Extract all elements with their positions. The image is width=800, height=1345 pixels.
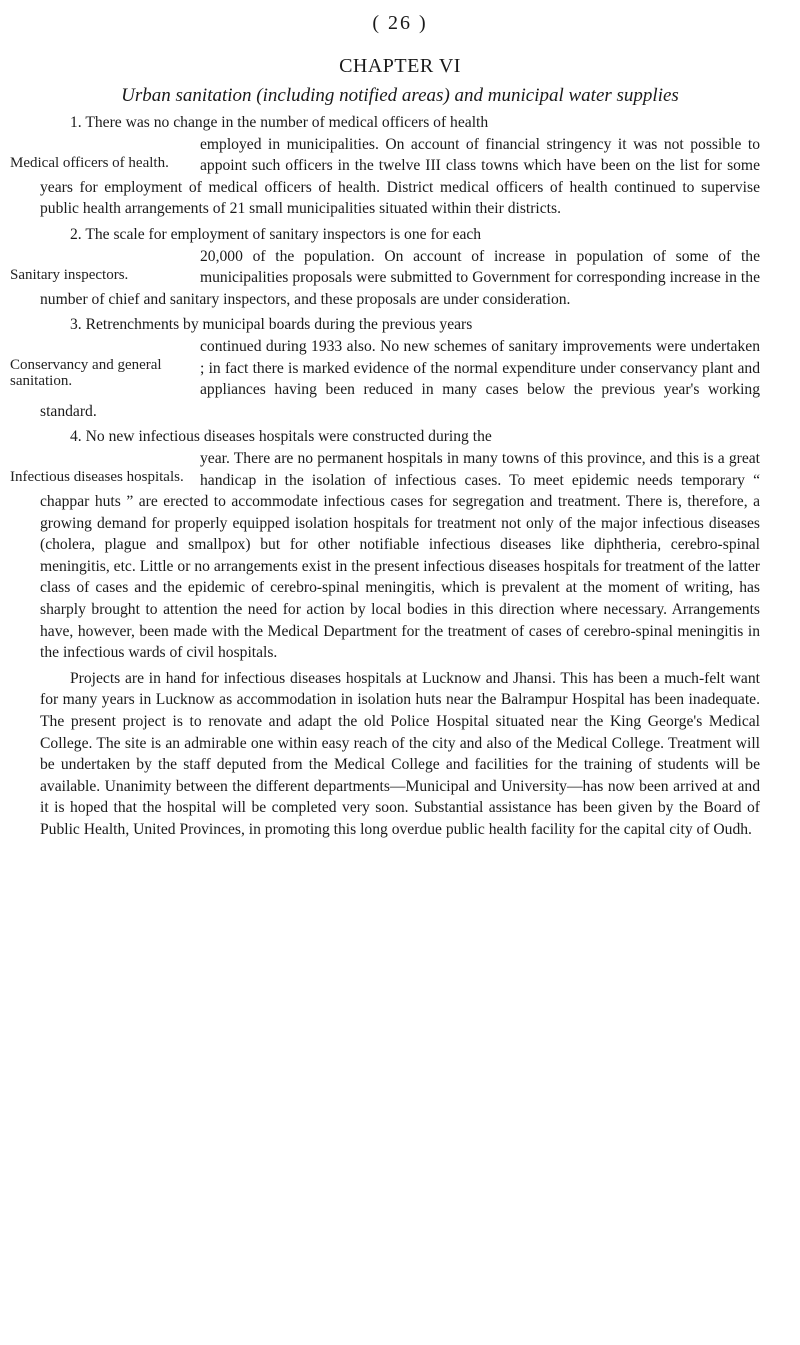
side-note-sanitary-inspectors: Sanitary inspectors. [10, 266, 129, 283]
paragraph-3-body: continued during 1933 also. No new schemes of sanitary improvements were undertaken ; in fact there is marked evidence of the normal expenditure under conservancy plant and appliances having been reduced in many cases below the previous year's working standard. [40, 337, 760, 420]
section-title: Urban sanitation (including notified areas) and municipal water supplies [121, 85, 679, 106]
chapter-heading: CHAPTER VI [339, 55, 461, 77]
paragraph-3 [10, 314, 760, 422]
closing-paragraph: Projects are in hand for infectious diseases hospitals at Lucknow and Jhansi. This has been a much-felt want for many years in Lucknow as accommodation in isolation huts near the Balrampur Hospital has been inadequate. The present project is to renovate and adapt the old Police Hospital situated near the King George's Medical College. The site is an admirable one within easy reach of the city and also of the Medical College. Treatment will be undertaken by the staff deputed from the Medical College and facilities for the training of students will be available. Unanimity between the different departments—Municipal and University—has now been arrived at and it is hoped that the hospital will be completed very soon. Substantial assistance has been given by the Board of Public Health, United Provinces, in promoting this long overdue public health facility for the capital city of Oudh. [40, 669, 760, 838]
side-note-medical-officers: Medical officers of health. [10, 154, 169, 171]
side-note-conservancy: Conservancy and general sanitation. [10, 356, 162, 389]
paragraph-1-first-line: 1. There was no change in the number of medical officers of health [70, 114, 489, 131]
paragraph-4-first-line: 4. No new infectious diseases hospitals were constructed during the [70, 428, 492, 446]
paragraph-4-number: 4. [70, 428, 82, 446]
paragraph-3-number: 3. [70, 316, 82, 334]
paragraph-4 [10, 426, 760, 664]
paragraph-2 [10, 224, 760, 310]
paragraph-2-first-line: 2. The scale for employment of sanitary inspectors is one for each [70, 225, 482, 243]
page-number: ( 26 ) [372, 12, 428, 34]
paragraph-1 [10, 112, 760, 220]
paragraph-1-body: employed in municipalities. On account of financial stringency it was not possible to appoint such officers in the twelve III class towns which have been on the list for some years for employment of medical officers of health. District medical officers of health continued to supervise public health arrangements of 21 small municipalities situated within their districts. [40, 135, 760, 218]
paragraph-1-number: 1. [70, 114, 82, 131]
side-note-infectious-hospitals: Infectious diseases hospitals. [10, 468, 184, 485]
paragraph-3-first-line: 3. Retrenchments by municipal boards during the previous years [70, 316, 473, 334]
paragraph-2-number: 2. [70, 225, 82, 243]
paragraph-4-body: year. There are no permanent hospitals in many towns of this province, and this is a great handicap in the isolation of infectious cases. To meet epidemic needs temporary “ chappar huts ” are erected to accommodate infectious cases for segregation and treatment. There is, therefore, a growing demand for properly equipped isolation hospitals for treatment not only of the major infectious diseases (cholera, plague and smallpox) but for other notifiable infectious diseases like diphtheria, cerebro-spinal meningitis, etc. Little or no arrangements exist in the present infectious diseases hospitals for treatment of the latter class of cases and the epidemic of cerebro-spinal meningitis, which is prevalent at the moment of writing, has sharply brought to attention the need for action by local bodies in this direction where necessary. Arrangements have, however, been made with the Medical Department for the treatment of cases of cerebro-spinal meningitis in the infectious wards of civil hospitals. [40, 449, 760, 662]
paragraph-2-body: 20,000 of the population. On account of increase in population of some of the municipalities proposals were submitted to Government for corresponding increase in the number of chief and sanitary inspectors, and these proposals are under consideration. [40, 247, 760, 308]
